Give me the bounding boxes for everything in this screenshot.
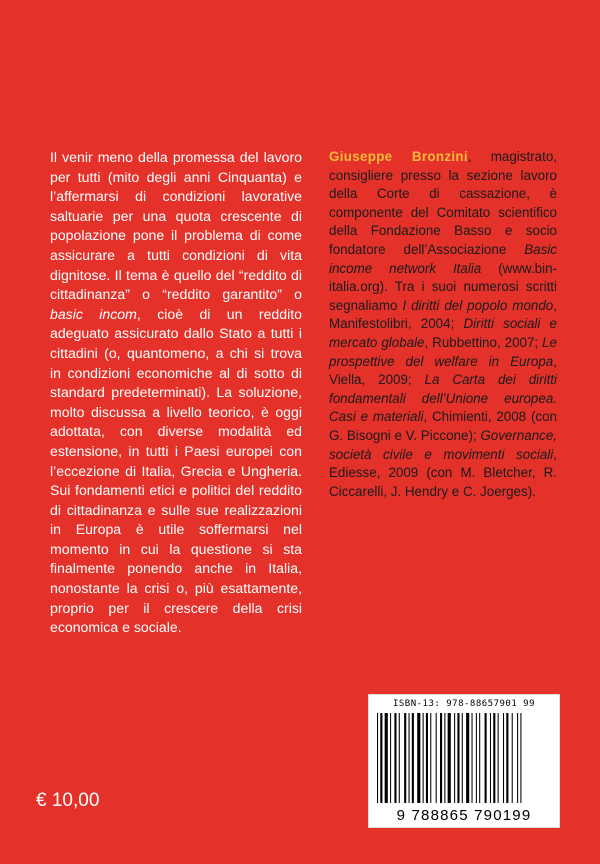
bio-work-3-title: Le prospettive del welfare in Europa — [329, 334, 557, 369]
bio-work-1-title: I diritti del popolo mondo — [402, 297, 554, 313]
author-bio-paragraph — [329, 148, 557, 501]
barcode-bar — [417, 713, 420, 803]
barcode-bar — [454, 713, 455, 803]
blurb-paragraph — [50, 148, 302, 638]
barcode-bar — [472, 713, 473, 803]
bio-work-1-publisher: , Manifestolibri, 2004; — [329, 297, 557, 332]
bio-work-2-publisher: , Rubbettino, 2007; — [424, 334, 543, 350]
barcode-bar — [377, 713, 378, 803]
barcode-bar — [385, 713, 388, 803]
barcode-bar — [399, 713, 400, 803]
barcode-bar — [506, 713, 508, 803]
blurb-text-a: Il venir meno della promessa del lavoro per tutti (mito degli anni Cinquanta) e l’affermarsi di condizioni lavorative saltuarie per una quota crescente di popolazione pone il problema di come assicurare a tutti condizioni di vita dignitose. Il tema è quello del “reddito di cittadinanza” o “reddito garantito” o — [50, 149, 302, 303]
barcode-bar — [512, 713, 513, 803]
barcode-bar — [430, 713, 431, 803]
barcode-bar — [394, 713, 396, 803]
barcode-bar — [498, 713, 499, 803]
barcode-bar — [412, 713, 414, 803]
bio-work-5-title: Governance, società civile e movimenti sociali — [329, 427, 558, 462]
bio-work-5-publisher: , Ediesse, 2009 (con M. Bletcher, R. Ciccarelli, J. Hendry e C. Joerges). — [329, 446, 557, 499]
price-label: € 10,00 — [36, 790, 100, 811]
barcode-bar — [520, 713, 521, 803]
barcode-bar — [479, 713, 480, 803]
barcode-bar — [503, 713, 504, 803]
barcode-bar — [517, 713, 518, 803]
barcode-bar — [462, 713, 463, 803]
barcode-bar — [409, 713, 410, 803]
blurb-italic-term: basic incom — [50, 305, 137, 322]
bio-work-3-publisher: , Viella, 2009; — [329, 353, 557, 388]
author-bio-column — [329, 148, 557, 501]
blurb-text-b: , cioè di un reddito adeguato assicurato dallo Stato a tutti i cittadini (o, quantomeno, a chi si trova in condizioni economiche al di sotto di standard predeterminati). La soluzione, molto discussa a livello teorico, è oggi adottata, con diverse modalità ed estensione, in tutti i Paesi europei con l’eccezione di Italia, Grecia e Ungheria. Sui fondamenti etici e politici del reddito di cittadinanza e sulle sue realizzazioni in Europa è utile soffermarsi nel momento in cui la questione si sta finalmente ponendo anche in Italia, nonostante la crisi o, più esattamente, proprio per il crescere della crisi economica e sociale. — [50, 305, 302, 636]
bio-association-url: (www.bin-italia.org). Tra i suoi numerosi scritti segnaliamo — [329, 260, 557, 313]
bio-intro: , magistrato, consigliere presso la sezione lavoro della Corte di cassazione, è componente del Comitato scientifico della Fondazione Basso e socio fondatore dell’Associazione — [329, 149, 557, 257]
author-name: Giuseppe Bronzini — [329, 149, 468, 164]
barcode-bar — [380, 713, 382, 803]
blurb-column — [50, 148, 302, 638]
barcode-bar — [440, 713, 442, 803]
barcode-bar — [436, 713, 437, 803]
barcode-bar — [466, 713, 469, 803]
barcode-bar — [426, 713, 428, 803]
barcode-bar — [448, 713, 451, 803]
bio-work-2-title: Diritti sociali e mercato globale — [329, 316, 557, 350]
barcode-bar — [423, 713, 424, 803]
bio-association-name: Basic income network Italia — [329, 241, 557, 276]
bio-work-4-title: La Carta dei diritti fondamentali dell’Unione europea. Casi e materiali — [329, 372, 557, 425]
barcode-bars — [375, 713, 553, 805]
isbn-text: ISBN-13: 978-88657901 99 — [392, 699, 536, 709]
barcode-bar — [485, 713, 487, 803]
barcode-bar — [404, 713, 406, 803]
bio-work-4-publisher: , Chimienti, 2008 (con G. Bisogni e V. Piccone); — [329, 409, 557, 443]
isbn-barcode — [368, 694, 560, 828]
barcode-bar — [457, 713, 459, 803]
barcode-bar — [476, 713, 477, 803]
barcode-bar — [490, 713, 491, 803]
barcode-bar — [493, 713, 495, 803]
barcode-bar — [444, 713, 445, 803]
barcode-digits: 9 788865 790199 — [396, 807, 532, 824]
barcode-bar — [390, 713, 391, 803]
